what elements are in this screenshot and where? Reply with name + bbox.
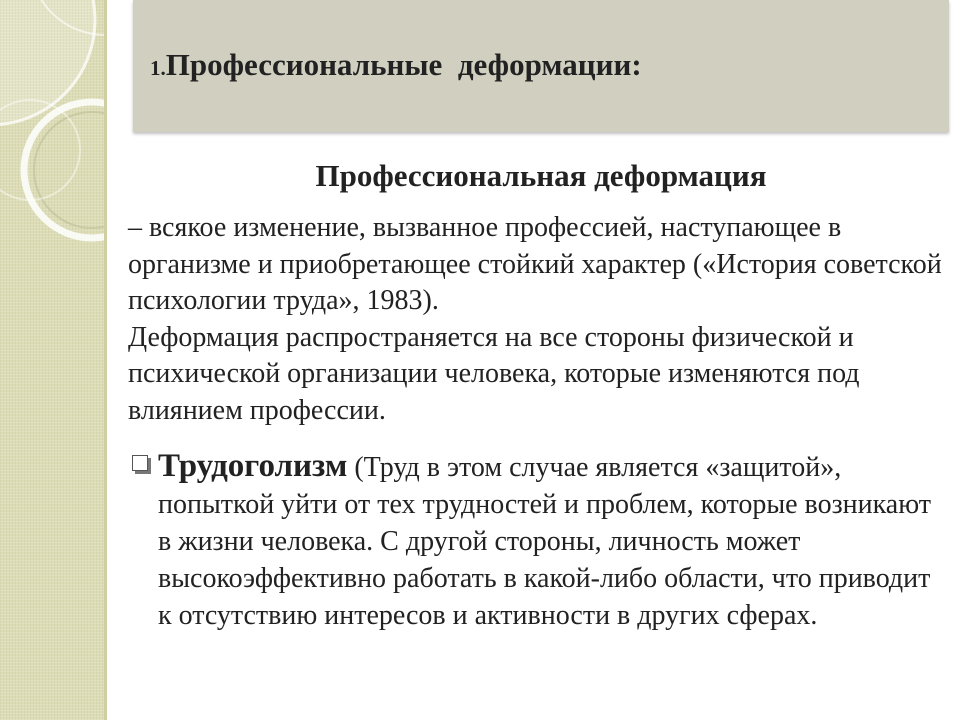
bullet-term: Трудоголизм <box>158 448 348 484</box>
side-panel-edge <box>104 0 107 720</box>
bullet-workaholism <box>158 448 948 634</box>
slide-title-number: 1. <box>150 56 166 80</box>
decorative-circles <box>0 0 106 720</box>
slide-subtitle: Профессиональная деформация <box>315 158 767 193</box>
decorative-side-panel <box>0 0 106 720</box>
slide-title <box>150 47 642 83</box>
slide-title-text: Профессиональные деформации: <box>165 47 642 82</box>
bullet-description: (Труд в этом случае является «защитой», попыткой уйти от тех трудностей и проблем, которые возникают в жизни человека. С другой стороны, личность может высокоэффективно работать в какой-либо области, что приводит к отсутствию интересов и активности в других сферах. <box>158 452 932 631</box>
square-bullet-icon <box>132 455 148 471</box>
definition-text: – всякое изменение, вызванное профессией, наступающее в организме и приобретающее стойкий характер («История советской психологии труда», 1983). <box>128 212 942 316</box>
deformation-spread-text: Деформация распространяется на все стороны физической и психической организации человека, которые изменяются под влиянием профессии. <box>128 321 860 426</box>
definition-block <box>128 210 946 429</box>
title-bar <box>133 0 949 132</box>
